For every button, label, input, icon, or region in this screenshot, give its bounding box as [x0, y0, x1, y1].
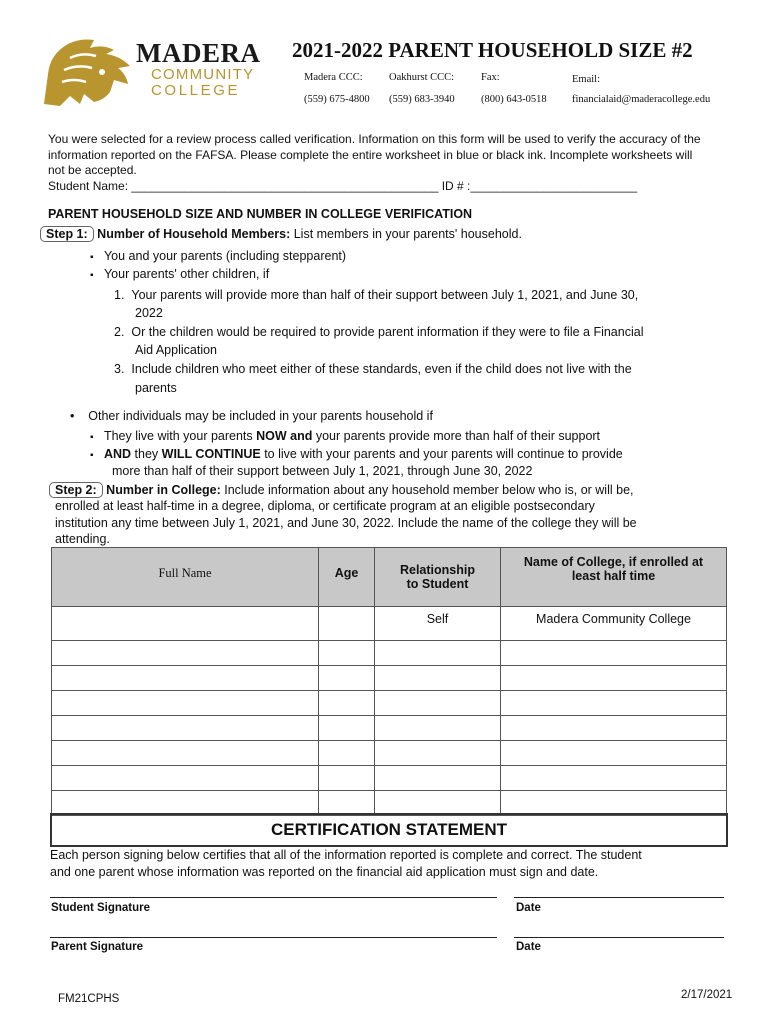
cell-age[interactable]: [319, 766, 375, 791]
header-line: least half time: [571, 569, 656, 583]
cell-full-name[interactable]: [52, 607, 319, 641]
cell-full-name[interactable]: [52, 766, 319, 791]
cell-age[interactable]: [319, 716, 375, 741]
step1-text: List members in your parents' household.: [290, 227, 522, 241]
header-line: to Student: [406, 577, 469, 591]
bullet-text: Your parents' other children, if: [103, 267, 270, 281]
item-number: 1.: [114, 288, 125, 302]
step2-text: Include information about any household member below who is, or will be,: [220, 483, 634, 497]
household-college-table: [51, 547, 727, 816]
form-date: 2/17/2021: [681, 989, 733, 1001]
numbered-item-2: [114, 323, 643, 341]
parent-date-label: Date: [516, 941, 541, 953]
numbered-item-2-cont: Aid Application: [135, 343, 218, 357]
sub-bold: WILL CONTINUE: [161, 447, 261, 461]
cell-age[interactable]: [319, 691, 375, 716]
cell-full-name[interactable]: [52, 791, 319, 816]
sub-bold: AND: [103, 447, 132, 461]
numbered-item-1: [114, 286, 638, 304]
contact-value-fax: (800) 643-0518: [481, 94, 547, 105]
item-text: Or the children would be required to provide parent information if they were to file a Financial: [131, 325, 644, 339]
cell-relationship[interactable]: [375, 766, 501, 791]
cell-college[interactable]: [501, 766, 727, 791]
contact-label-oakhurst: Oakhurst CCC:: [389, 72, 455, 83]
table-row: [52, 741, 727, 766]
col-header-full-name: Full Name: [52, 548, 319, 607]
header-line: Name of College, if enrolled at: [523, 555, 704, 569]
other-text: Other individuals may be included in your parents household if: [88, 409, 433, 423]
cell-college[interactable]: [501, 741, 727, 766]
cell-college: Madera Community College: [501, 607, 727, 641]
step2-label: Step 2:: [49, 482, 103, 498]
col-header-college: [501, 548, 727, 607]
contact-value-email: financialaid@maderacollege.edu: [572, 94, 711, 105]
cell-relationship[interactable]: [375, 741, 501, 766]
cell-relationship[interactable]: [375, 641, 501, 666]
other-individuals-line: • Other individuals may be included in your parents household if: [70, 409, 433, 423]
cell-college[interactable]: [501, 666, 727, 691]
cell-college[interactable]: [501, 641, 727, 666]
form-code: FM21CPHS: [58, 993, 120, 1005]
sub-bullet-2: ▪ AND they WILL CONTINUE to live with your parents and your parents will continue to provide: [90, 447, 623, 461]
logo-wordmark: MADERA: [136, 38, 261, 68]
step2-heading: Number in College:: [106, 483, 221, 497]
college-logo-icon: [40, 34, 136, 110]
item-number: 3.: [114, 362, 125, 376]
cell-relationship[interactable]: [375, 791, 501, 816]
cell-age[interactable]: [319, 641, 375, 666]
intro-line: information reported on the FAFSA. Please complete the entire worksheet in blue or black ink. Incomplete worksheets will: [48, 147, 693, 162]
intro-line: not be accepted.: [48, 163, 137, 177]
table-header-row: [52, 548, 727, 607]
cell-college[interactable]: [501, 716, 727, 741]
table-row: [52, 666, 727, 691]
cell-college[interactable]: [501, 791, 727, 816]
table-row: [52, 607, 727, 641]
contact-label-madera: Madera CCC:: [304, 72, 363, 83]
document-title: 2021-2022 PARENT HOUSEHOLD SIZE #2: [292, 38, 693, 62]
cert-line: and one parent whose information was reported on the financial aid application must sign and date.: [50, 865, 599, 879]
certification-title: CERTIFICATION STATEMENT: [50, 813, 728, 847]
numbered-item-3-cont: parents: [135, 381, 177, 395]
bullet-text: You and your parents (including stepparent): [103, 249, 347, 263]
table-row: [52, 716, 727, 741]
student-date-label: Date: [516, 902, 541, 914]
sub-text: to live with your parents and your parents will continue to provide: [260, 447, 623, 461]
student-date-line[interactable]: [514, 897, 724, 898]
certification-text: [50, 847, 730, 881]
cell-relationship: Self: [375, 607, 501, 641]
cell-full-name[interactable]: [52, 666, 319, 691]
student-signature-label: Student Signature: [51, 902, 151, 914]
table-row: [52, 641, 727, 666]
cell-relationship[interactable]: [375, 691, 501, 716]
parent-signature-label: Parent Signature: [51, 941, 144, 953]
contact-value-madera: (559) 675-4800: [304, 94, 370, 105]
sub-text: they: [131, 447, 162, 461]
item-text: Your parents will provide more than half of their support between July 1, 2021, and June 30,: [131, 288, 639, 302]
header-line: Relationship: [399, 563, 475, 577]
step1-label: Step 1:: [40, 226, 94, 242]
table-row: [52, 766, 727, 791]
table-row: [52, 791, 727, 816]
table-row: [52, 691, 727, 716]
step2-line: attending.: [55, 532, 110, 546]
step1-bullet: ▪ You and your parents (including stepparent): [90, 249, 347, 263]
logo-line-college: COLLEGE: [151, 82, 241, 99]
sub-bullet-1: ▪ They live with your parents NOW and your parents provide more than half of their support: [90, 429, 601, 443]
numbered-item-1-cont: 2022: [135, 306, 163, 320]
sub-bullet-2-cont: more than half of their support between July 1, 2021, through June 30, 2022: [112, 464, 533, 478]
sub-text: They live with your parents: [103, 429, 257, 443]
step1-line: [40, 225, 522, 243]
contact-label-email: Email:: [572, 74, 600, 85]
numbered-item-3: [114, 360, 632, 378]
cell-age[interactable]: [319, 791, 375, 816]
section-title: PARENT HOUSEHOLD SIZE AND NUMBER IN COLLEGE VERIFICATION: [48, 207, 473, 221]
col-header-relationship: [375, 548, 501, 607]
cell-age[interactable]: [319, 666, 375, 691]
cert-line: Each person signing below certifies that all of the information reported is complete and correct. The student: [50, 848, 642, 862]
item-text: Include children who meet either of these standards, even if the child does not live with the: [131, 362, 632, 376]
cell-age[interactable]: [319, 741, 375, 766]
cell-full-name[interactable]: [52, 716, 319, 741]
intro-line: You were selected for a review process called verification. Information on this form will be used to verify the accuracy of the: [48, 132, 701, 146]
intro-paragraph: [48, 132, 738, 194]
cell-age[interactable]: [319, 607, 375, 641]
col-header-age: Age: [319, 548, 375, 607]
step1-heading: Number of Household Members:: [97, 227, 291, 241]
cell-full-name[interactable]: [52, 641, 319, 666]
cell-relationship[interactable]: [375, 716, 501, 741]
parent-signature-line[interactable]: [50, 937, 497, 938]
step2-line: enrolled at least half-time in a degree, diploma, or certificate program at an eligible postsecondary: [55, 499, 595, 513]
parent-date-line[interactable]: [514, 937, 724, 938]
item-number: 2.: [114, 325, 125, 339]
cell-relationship[interactable]: [375, 666, 501, 691]
cell-college[interactable]: [501, 691, 727, 716]
student-name-id-field[interactable]: Student Name: ______________________________________________ ID # :_________________________: [48, 178, 638, 193]
sub-bold: NOW and: [256, 429, 313, 443]
step2-line: institution any time between July 1, 2021, and June 30, 2022. Include the name of the college they will be: [55, 516, 637, 530]
logo-line-community: COMMUNITY: [151, 66, 255, 83]
contact-value-oakhurst: (559) 683-3940: [389, 94, 455, 105]
student-signature-line[interactable]: [50, 897, 497, 898]
step1-bullet: ▪ Your parents' other children, if: [90, 267, 270, 281]
contact-label-fax: Fax:: [481, 72, 500, 83]
sub-text: your parents provide more than half of their support: [312, 429, 601, 443]
cell-full-name[interactable]: [52, 691, 319, 716]
cell-full-name[interactable]: [52, 741, 319, 766]
